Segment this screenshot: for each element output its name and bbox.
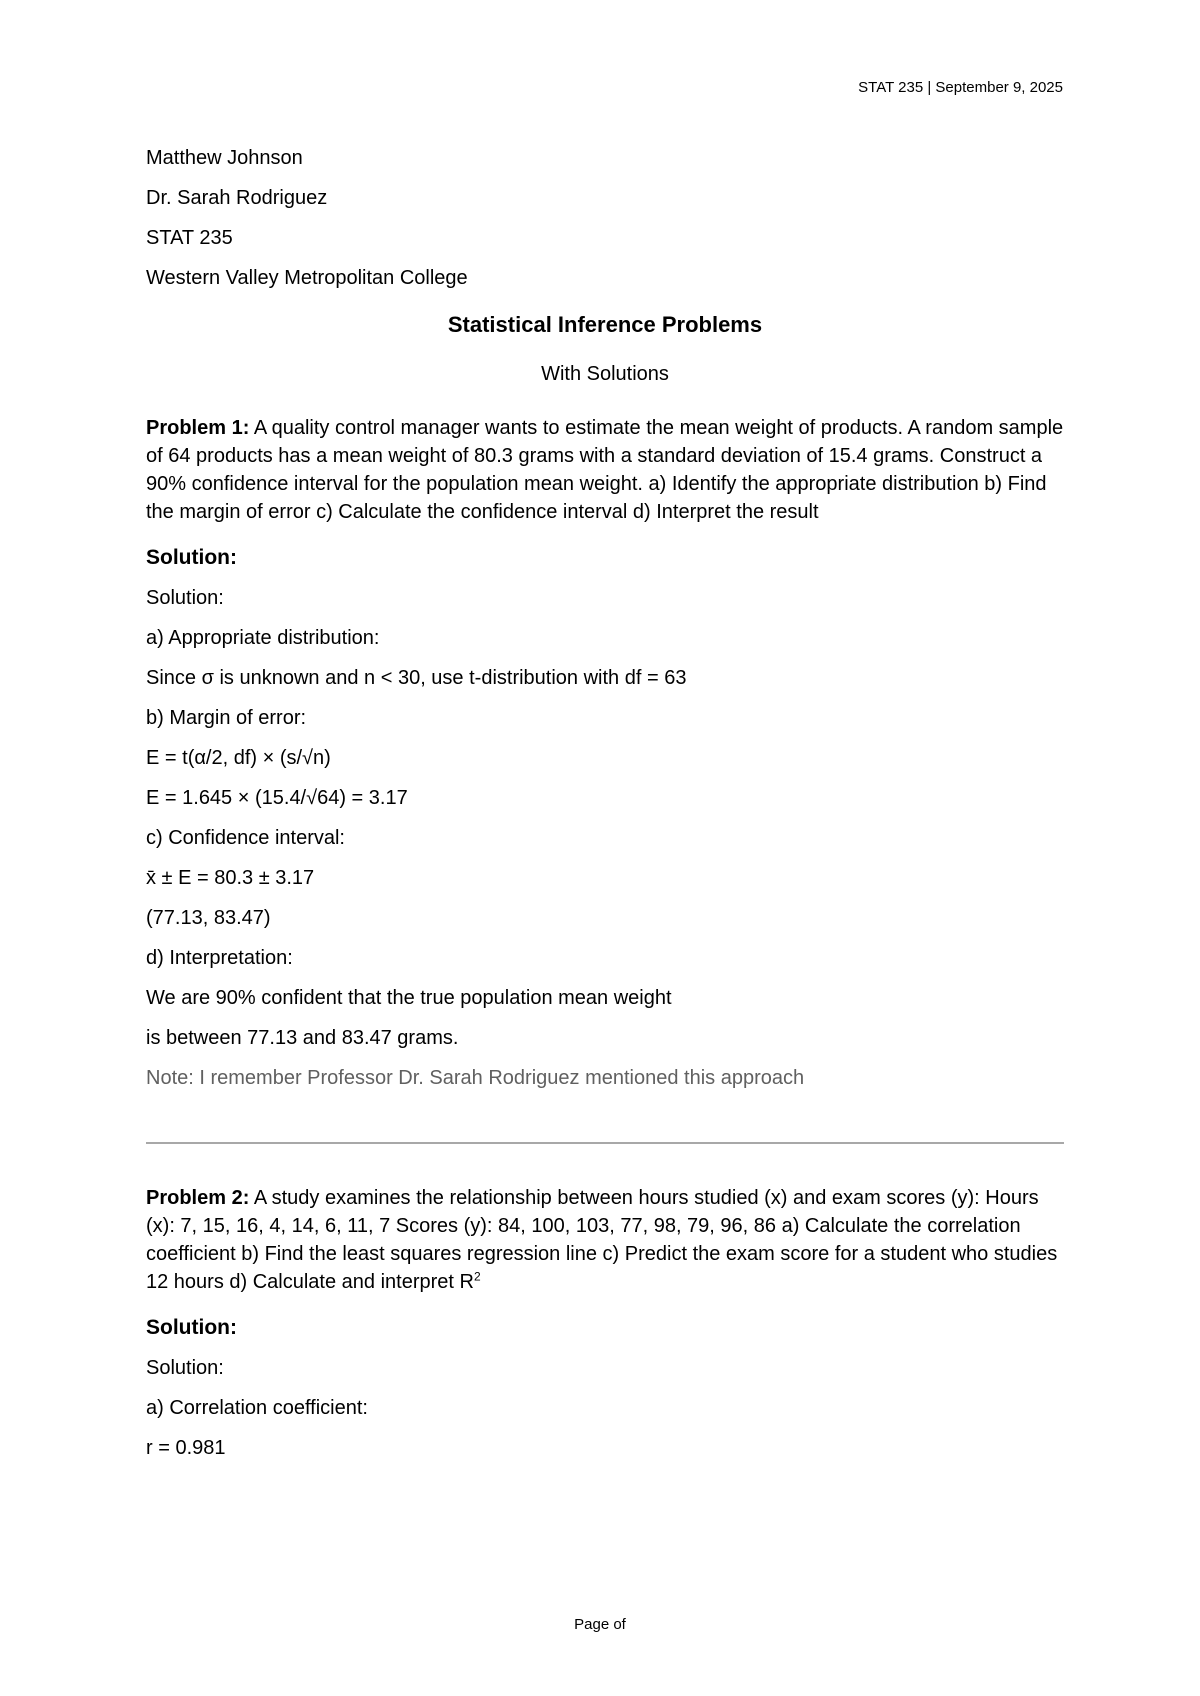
- r-squared-superscript: 2: [473, 1269, 481, 1284]
- running-header: STAT 235 | September 9, 2025: [858, 79, 1063, 96]
- solution-line: d) Interpretation:: [146, 947, 293, 969]
- solution-line: We are 90% confident that the true population mean weight: [146, 987, 672, 1009]
- student-name: Matthew Johnson: [146, 147, 303, 169]
- solution-line: x̄ ± E = 80.3 ± 3.17: [146, 867, 315, 889]
- document-title: Statistical Inference Problems: [447, 312, 763, 337]
- problem-2-label: Problem 2:: [146, 1187, 250, 1209]
- solution-line: (77.13, 83.47): [146, 907, 271, 929]
- solution-line: is between 77.13 and 83.47 grams.: [146, 1027, 459, 1049]
- solution-line: Solution:: [146, 587, 224, 609]
- problem-1-note: Note: I remember Professor Dr. Sarah Rodriguez mentioned this approach: [146, 1067, 805, 1089]
- solution-line: a) Correlation coefficient:: [146, 1397, 368, 1419]
- problem-2-solution-heading: Solution:: [146, 1316, 237, 1339]
- problem-1-text: A quality control manager wants to estimate the mean weight of products. A random sample of 64 products has a mean weight of 80.3 grams with a standard deviation of 15.4 grams. Construct a 90% confidence interval for the population mean weight. a) Identify the appropriate distribution b) Find the margin of error c) Calculate the confidence interval d) Interpret the result: [146, 417, 1064, 523]
- document-subtitle: With Solutions: [541, 363, 669, 385]
- solution-line: b) Margin of error:: [146, 707, 307, 729]
- solution-line: Since σ is unknown and n < 30, use t-distribution with df = 63: [146, 667, 687, 689]
- document-body: [146, 146, 1064, 1476]
- page-footer: Page of: [574, 1616, 626, 1633]
- solution-line: Solution:: [146, 1357, 224, 1379]
- course-name: STAT 235: [146, 227, 233, 249]
- solution-line: E = t(α/2, df) × (s/√n): [146, 747, 331, 769]
- problem-1-solution-heading: Solution:: [146, 546, 237, 569]
- solution-line: a) Appropriate distribution:: [146, 627, 380, 649]
- solution-line: c) Confidence interval:: [146, 827, 345, 849]
- section-divider: [146, 1142, 1064, 1144]
- problem-2-statement: [146, 1184, 1064, 1296]
- problem-2-text: A study examines the relationship between hours studied (x) and exam scores (y): Hours (x): 7, 15, 16, 4, 14, 6, 11, 7 Scores (y): 84, 100, 103, 77, 98, 79, 96, 86 a) Calculate the correlation coefficient b) Find the least squares regression line c) Predict the exam score for a student who studies 12 hours d) Calculate and interpret R: [146, 1187, 1058, 1293]
- solution-line: E = 1.645 × (15.4/√64) = 3.17: [146, 787, 408, 809]
- problem-1-label: Problem 1:: [146, 417, 250, 439]
- institution-name: Western Valley Metropolitan College: [146, 267, 468, 289]
- instructor-name: Dr. Sarah Rodriguez: [146, 187, 328, 209]
- solution-line: r = 0.981: [146, 1437, 226, 1459]
- problem-1-statement: [146, 414, 1064, 526]
